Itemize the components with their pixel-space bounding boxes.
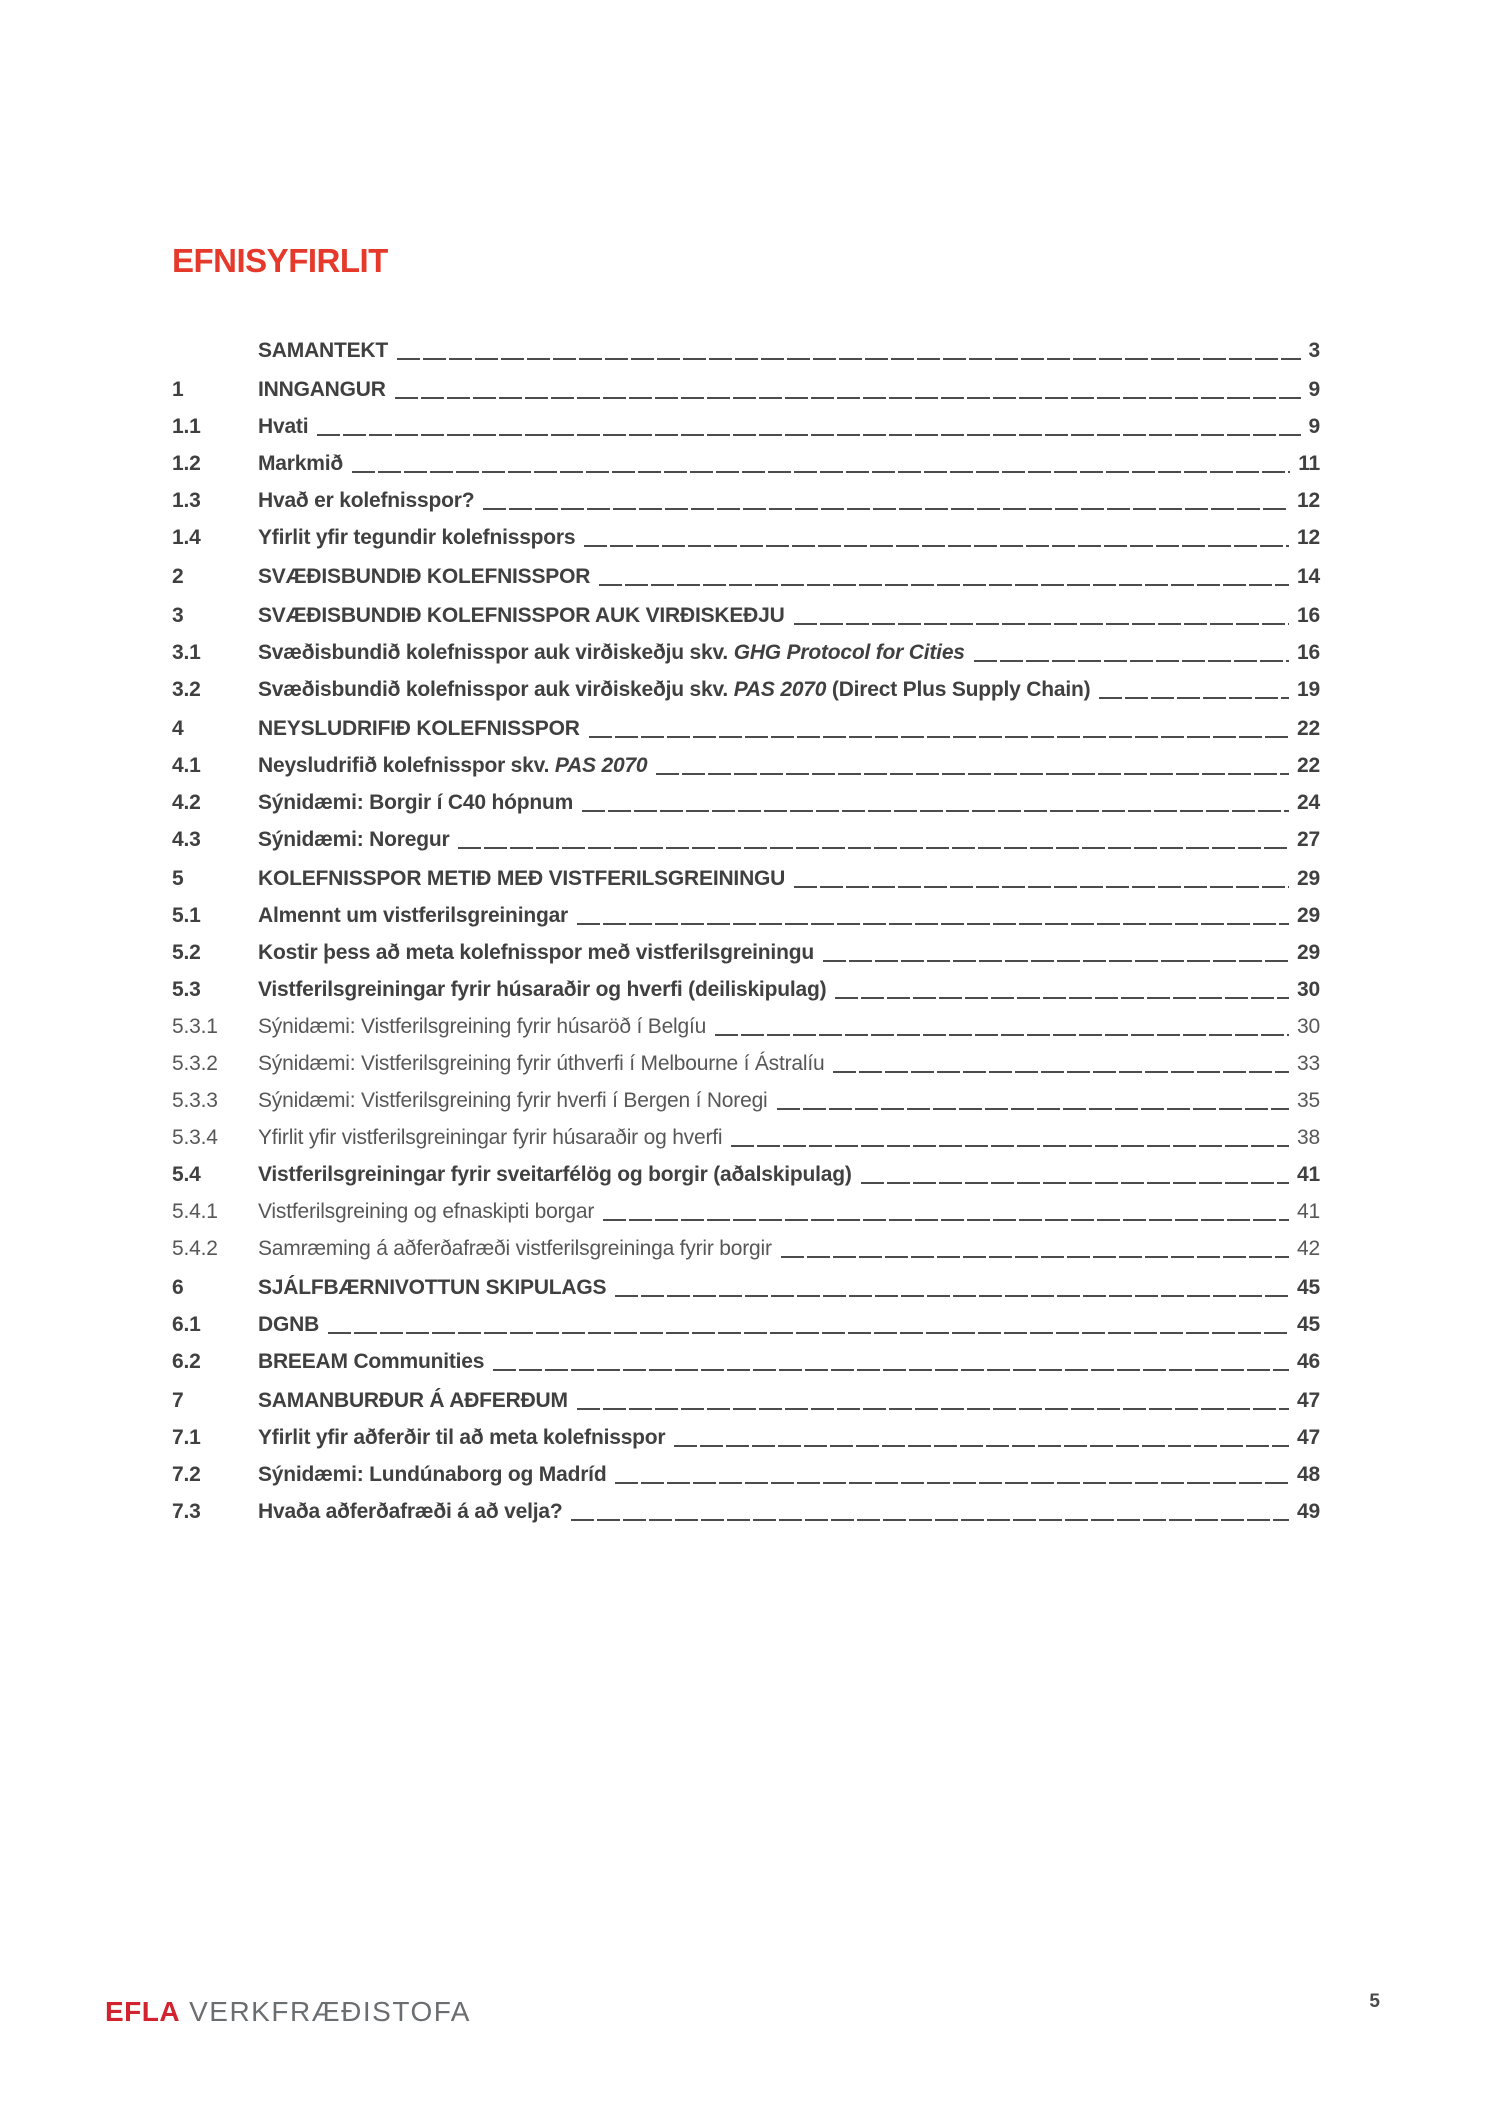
toc-entry bbox=[172, 976, 1320, 1003]
toc-entry-number: 4.2 bbox=[172, 791, 201, 814]
toc-entry-page: 45 bbox=[1297, 1276, 1320, 1299]
toc-entry bbox=[172, 1387, 1320, 1414]
toc-entry-page: 12 bbox=[1297, 489, 1320, 512]
company-logo bbox=[105, 1997, 471, 2027]
toc-entry bbox=[172, 450, 1320, 477]
toc-entry-page: 22 bbox=[1297, 754, 1320, 777]
toc-entry-page: 19 bbox=[1297, 678, 1320, 701]
footer-page-number: 5 bbox=[1369, 1991, 1380, 2012]
tab-leader-line bbox=[458, 847, 1289, 849]
toc-entry bbox=[172, 602, 1320, 629]
toc-entry bbox=[172, 902, 1320, 929]
toc-entry bbox=[172, 1274, 1320, 1301]
toc-entry-number: 4 bbox=[172, 717, 184, 740]
toc-entry-label: Almennt um vistferilsgreiningar bbox=[258, 904, 569, 927]
toc-entry-label: Svæðisbundið kolefnisspor auk virðiskeðju skv. GHG Protocol for Cities bbox=[258, 641, 965, 664]
toc-entry-number: 3.1 bbox=[172, 641, 201, 664]
tab-leader-line bbox=[974, 660, 1289, 662]
tab-leader-line bbox=[777, 1108, 1290, 1110]
toc-entry bbox=[172, 789, 1320, 816]
toc-entry-number: 6.2 bbox=[172, 1350, 201, 1373]
toc-entry-number: 5.4.2 bbox=[172, 1237, 218, 1260]
toc-entry-page: 22 bbox=[1297, 717, 1320, 740]
toc-entry bbox=[172, 715, 1320, 742]
tab-leader-line bbox=[582, 810, 1289, 812]
toc-entry-number: 4.3 bbox=[172, 828, 201, 851]
tab-leader-line bbox=[317, 434, 1300, 436]
toc-entry-label: BREEAM Communities bbox=[258, 1350, 485, 1373]
toc-entry-number: 5.2 bbox=[172, 941, 201, 964]
page-title: EFNISYFIRLIT bbox=[172, 242, 388, 279]
toc-entry-label: Yfirlit yfir vistferilsgreiningar fyrir húsaraðir og hverfi bbox=[258, 1126, 723, 1149]
toc-entry-label: Sýnidæmi: Vistferilsgreining fyrir húsaröð í Belgíu bbox=[258, 1015, 707, 1038]
tab-leader-line bbox=[1099, 697, 1289, 699]
toc-entry-number: 5.3.4 bbox=[172, 1126, 218, 1149]
toc-entry-number: 1.2 bbox=[172, 452, 201, 475]
tab-leader-line bbox=[571, 1519, 1289, 1521]
toc-entry-label: Kostir þess að meta kolefnisspor með vistferilsgreiningu bbox=[258, 941, 814, 964]
toc-entry-page: 33 bbox=[1297, 1052, 1320, 1075]
toc-section bbox=[172, 243, 1320, 1535]
toc-entry bbox=[172, 1311, 1320, 1338]
tab-leader-line bbox=[584, 545, 1289, 547]
toc-entry-number: 1.3 bbox=[172, 489, 201, 512]
toc-entry bbox=[172, 487, 1320, 514]
tab-leader-line bbox=[861, 1182, 1289, 1184]
toc-entry-page: 24 bbox=[1297, 791, 1320, 814]
toc-entry-label: Hvati bbox=[258, 415, 309, 438]
toc-entry-number: 5 bbox=[172, 867, 184, 890]
toc-entry-number: 7.2 bbox=[172, 1463, 201, 1486]
tab-leader-line bbox=[656, 773, 1289, 775]
toc-entry-page: 46 bbox=[1297, 1350, 1320, 1373]
toc-entry-page: 9 bbox=[1308, 378, 1320, 401]
tab-leader-line bbox=[794, 886, 1289, 888]
toc-entry bbox=[172, 1124, 1320, 1151]
tab-leader-line bbox=[483, 508, 1289, 510]
tab-leader-line bbox=[493, 1369, 1289, 1371]
toc-entry-number: 7 bbox=[172, 1389, 184, 1412]
toc-entry-page: 12 bbox=[1297, 526, 1320, 549]
toc-entry-page: 3 bbox=[1308, 339, 1320, 362]
toc-entry bbox=[172, 376, 1320, 403]
toc-entry-number: 3.2 bbox=[172, 678, 201, 701]
toc-entry-number: 5.4 bbox=[172, 1163, 201, 1186]
tab-leader-line bbox=[731, 1145, 1289, 1147]
toc-entry-number: 5.4.1 bbox=[172, 1200, 218, 1223]
toc-entry-page: 30 bbox=[1297, 978, 1320, 1001]
toc-entry-page: 29 bbox=[1297, 904, 1320, 927]
toc-entry-label: Sýnidæmi: Lundúnaborg og Madríd bbox=[258, 1463, 607, 1486]
toc-entry-label: Samræming á aðferðafræði vistferilsgreininga fyrir borgir bbox=[258, 1237, 772, 1260]
toc-entry-number: 1 bbox=[172, 378, 184, 401]
toc-entry-page: 29 bbox=[1297, 941, 1320, 964]
toc-entry-page: 47 bbox=[1297, 1426, 1320, 1449]
toc-entry bbox=[172, 1235, 1320, 1262]
toc-entry-page: 9 bbox=[1308, 415, 1320, 438]
toc-entry-label: DGNB bbox=[258, 1313, 320, 1336]
toc-entry bbox=[172, 1050, 1320, 1077]
toc-list bbox=[172, 337, 1320, 1525]
tab-leader-line bbox=[674, 1445, 1289, 1447]
toc-entry-page: 42 bbox=[1297, 1237, 1320, 1260]
toc-entry bbox=[172, 752, 1320, 779]
toc-entry-page: 16 bbox=[1297, 604, 1320, 627]
tab-leader-line bbox=[577, 923, 1289, 925]
toc-entry-label: SVÆÐISBUNDIÐ KOLEFNISSPOR bbox=[258, 565, 591, 588]
toc-entry-label: Neysludrifið kolefnisspor skv. PAS 2070 bbox=[258, 754, 648, 777]
toc-entry bbox=[172, 1198, 1320, 1225]
toc-entry bbox=[172, 865, 1320, 892]
toc-entry-number: 1.1 bbox=[172, 415, 201, 438]
toc-entry bbox=[172, 939, 1320, 966]
toc-entry-number: 5.3.2 bbox=[172, 1052, 218, 1075]
toc-entry-page: 11 bbox=[1298, 452, 1320, 475]
toc-entry-label: Hvaða aðferðafræði á að velja? bbox=[258, 1500, 563, 1523]
toc-entry bbox=[172, 1424, 1320, 1451]
toc-entry-label: Hvað er kolefnisspor? bbox=[258, 489, 475, 512]
tab-leader-line bbox=[352, 471, 1290, 473]
tab-leader-line bbox=[715, 1034, 1289, 1036]
tab-leader-line bbox=[603, 1219, 1289, 1221]
toc-entry-number: 5.1 bbox=[172, 904, 201, 927]
toc-entry bbox=[172, 639, 1320, 666]
toc-entry bbox=[172, 1461, 1320, 1488]
toc-entry-label: SAMANTEKT bbox=[258, 339, 389, 362]
tab-leader-line bbox=[599, 584, 1289, 586]
toc-entry-page: 47 bbox=[1297, 1389, 1320, 1412]
tab-leader-line bbox=[615, 1482, 1289, 1484]
toc-entry-page: 41 bbox=[1297, 1200, 1320, 1223]
toc-entry-page: 48 bbox=[1297, 1463, 1320, 1486]
toc-entry-number: 5.3.1 bbox=[172, 1015, 218, 1038]
toc-entry-page: 38 bbox=[1297, 1126, 1320, 1149]
tab-leader-line bbox=[328, 1332, 1289, 1334]
toc-entry bbox=[172, 563, 1320, 590]
toc-entry-number: 7.3 bbox=[172, 1500, 201, 1523]
tab-leader-line bbox=[794, 623, 1289, 625]
toc-entry-label: Yfirlit yfir aðferðir til að meta kolefnisspor bbox=[258, 1426, 666, 1449]
toc-entry-number: 3 bbox=[172, 604, 184, 627]
toc-entry-label: Svæðisbundið kolefnisspor auk virðiskeðju skv. PAS 2070 (Direct Plus Supply Chain) bbox=[258, 678, 1091, 701]
toc-entry bbox=[172, 826, 1320, 853]
toc-entry-page: 16 bbox=[1297, 641, 1320, 664]
toc-entry-number: 6.1 bbox=[172, 1313, 201, 1336]
tab-leader-line bbox=[781, 1256, 1289, 1258]
toc-entry-label: Yfirlit yfir tegundir kolefnisspors bbox=[258, 526, 576, 549]
toc-entry-label: Sýnidæmi: Noregur bbox=[258, 828, 450, 851]
toc-entry-number: 2 bbox=[172, 565, 184, 588]
toc-entry-number: 4.1 bbox=[172, 754, 201, 777]
toc-entry bbox=[172, 1087, 1320, 1114]
toc-entry bbox=[172, 337, 1320, 364]
toc-entry-label: Vistferilsgreiningar fyrir sveitarfélög og borgir (aðalskipulag) bbox=[258, 1163, 852, 1186]
tab-leader-line bbox=[577, 1408, 1289, 1410]
toc-entry-page: 35 bbox=[1297, 1089, 1320, 1112]
toc-entry-label: Vistferilsgreining og efnaskipti borgar bbox=[258, 1200, 595, 1223]
logo-verkfraedistofa: VERKFRÆÐISTOFA bbox=[189, 1996, 471, 2027]
toc-entry-page: 29 bbox=[1297, 867, 1320, 890]
toc-entry bbox=[172, 524, 1320, 551]
toc-entry-page: 45 bbox=[1297, 1313, 1320, 1336]
toc-entry-label: INNGANGUR bbox=[258, 378, 386, 401]
toc-entry-number: 7.1 bbox=[172, 1426, 201, 1449]
toc-entry-number: 5.3.3 bbox=[172, 1089, 218, 1112]
tab-leader-line bbox=[833, 1071, 1289, 1073]
toc-entry-label: SAMANBURÐUR Á AÐFERÐUM bbox=[258, 1389, 568, 1412]
tab-leader-line bbox=[395, 397, 1301, 399]
toc-entry-label: SVÆÐISBUNDIÐ KOLEFNISSPOR AUK VIRÐISKEÐJU bbox=[258, 604, 785, 627]
tab-leader-line bbox=[835, 997, 1289, 999]
toc-entry-number: 5.3 bbox=[172, 978, 201, 1001]
toc-entry bbox=[172, 1013, 1320, 1040]
toc-entry-label: Sýnidæmi: Borgir í C40 hópnum bbox=[258, 791, 574, 814]
tab-leader-line bbox=[823, 960, 1289, 962]
toc-entry-page: 30 bbox=[1297, 1015, 1320, 1038]
toc-entry-label: SJÁLFBÆRNIVOTTUN SKIPULAGS bbox=[258, 1276, 607, 1299]
toc-entry-number: 6 bbox=[172, 1276, 184, 1299]
toc-entry-label: Sýnidæmi: Vistferilsgreining fyrir úthverfi í Melbourne í Ástralíu bbox=[258, 1052, 825, 1075]
toc-entry-label: Sýnidæmi: Vistferilsgreining fyrir hverfi í Bergen í Noregi bbox=[258, 1089, 768, 1112]
toc-entry bbox=[172, 676, 1320, 703]
tab-leader-line bbox=[615, 1295, 1289, 1297]
tab-leader-line bbox=[397, 358, 1300, 360]
toc-entry-page: 14 bbox=[1297, 565, 1320, 588]
toc-entry bbox=[172, 1161, 1320, 1188]
toc-entry-page: 41 bbox=[1297, 1163, 1320, 1186]
toc-entry-page: 49 bbox=[1297, 1500, 1320, 1523]
toc-entry-number: 1.4 bbox=[172, 526, 201, 549]
toc-entry-label: Vistferilsgreiningar fyrir húsaraðir og hverfi (deiliskipulag) bbox=[258, 978, 827, 1001]
toc-entry bbox=[172, 413, 1320, 440]
toc-entry-page: 27 bbox=[1297, 828, 1320, 851]
logo-efla: EFLA bbox=[105, 1996, 181, 2027]
tab-leader-line bbox=[589, 736, 1289, 738]
toc-entry-label: NEYSLUDRIFIÐ KOLEFNISSPOR bbox=[258, 717, 580, 740]
toc-entry bbox=[172, 1348, 1320, 1375]
toc-entry-label: KOLEFNISSPOR METIÐ MEÐ VISTFERILSGREININGU bbox=[258, 867, 786, 890]
toc-entry bbox=[172, 1498, 1320, 1525]
toc-entry-label: Markmið bbox=[258, 452, 343, 475]
